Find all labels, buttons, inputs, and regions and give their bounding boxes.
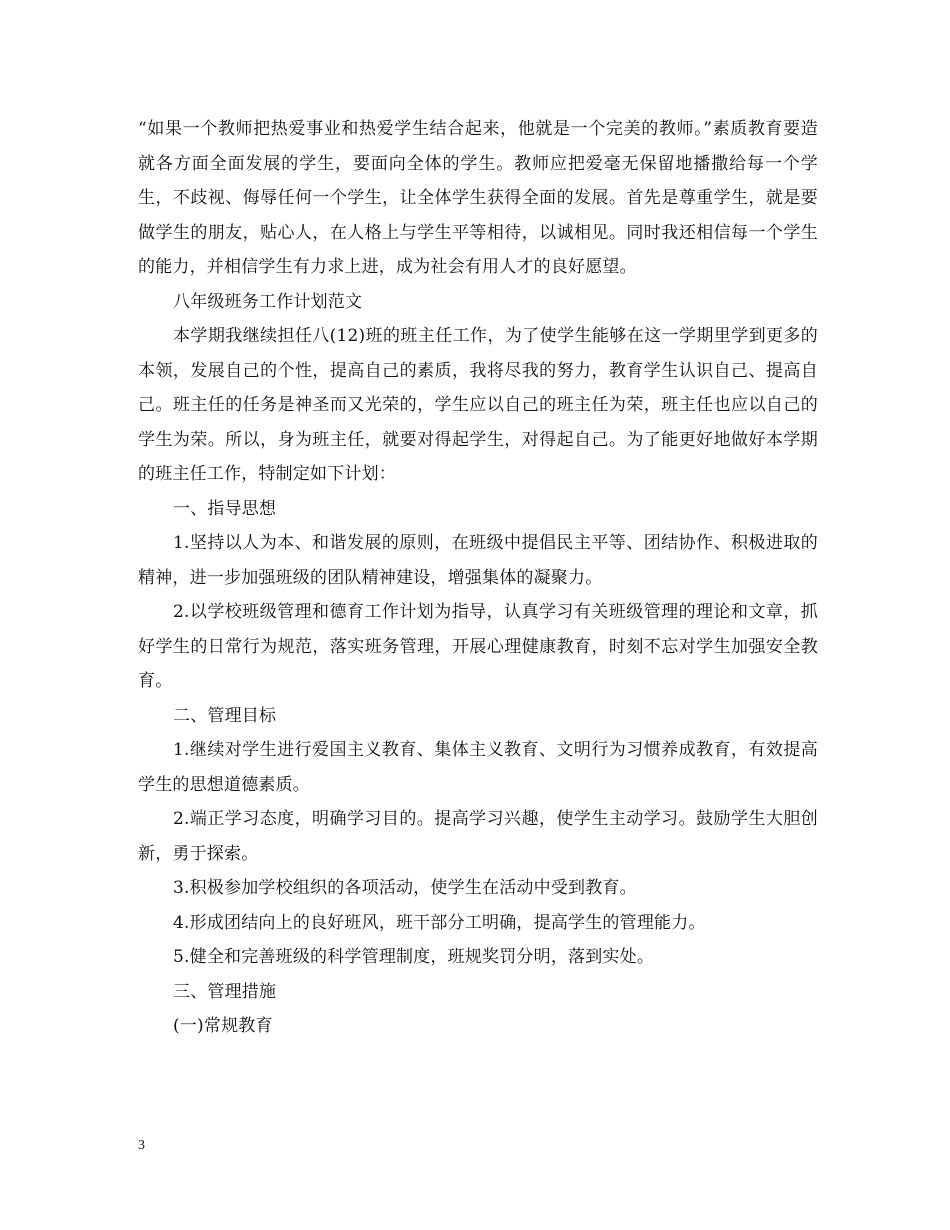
paragraph-goal-4: 4.形成团结向上的良好班风，班干部分工明确，提高学生的管理能力。 [173, 912, 706, 933]
heading-routine-education: (一)常规教育 [173, 1016, 273, 1036]
paragraph-goal-2: 2.端正学习态度，明确学习目的。提高学习兴趣，使学生主动学习。鼓励学生大胆创新，勇于探索。 [138, 809, 818, 864]
paragraph-goal-3: 3.积极参加学校组织的各项活动，使学生在活动中受到教育。 [173, 878, 637, 898]
section-title-plan: 八年级班务工作计划范文 [173, 291, 363, 312]
paragraph-intro-quote: “如果一个教师把热爱事业和热爱学生结合起来，他就是一个完美的教师。”素质教育要造就各方面全面发展的学生，要面向全体的学生。教师应把爱毫无保留地播撒给每一个学生，不歧视、侮辱任何一个学生，让全体学生获得全面的发展。首先是尊重学生，就是要做学生的朋友，贴心人，在人格上与学生平等相待，以诚相见。同时我还相信每一个学生的能力，并相信学生有力求上进，成为社会有用人才的良好愿望。 [138, 119, 818, 277]
paragraph-ideology-1: 1.坚持以人为本、和谐发展的原则，在班级中提倡民主平等、团结协作、积极进取的精神，进一步加强班级的团队精神建设，增强集体的凝聚力。 [138, 533, 818, 588]
body-text [138, 112, 818, 1044]
paragraph-plan-intro: 本学期我继续担任八(12)班的班主任工作，为了使学生能够在这一学期里学到更多的本领，发展自己的个性，提高自己的素质，我将尽我的努力，教育学生认识自己、提高自己。班主任的任务是神圣而又光荣的，学生应以自己的班主任为荣，班主任也应以自己的学生为荣。所以，身为班主任，就要对得起学生，对得起自己。为了能更好地做好本学期的班主任工作，特制定如下计划： [138, 326, 818, 484]
paragraph-goal-1: 1.继续对学生进行爱国主义教育、集体主义教育、文明行为习惯养成教育，有效提高学生的思想道德素质。 [138, 740, 818, 795]
heading-management-goals: 二、管理目标 [173, 705, 277, 726]
heading-management-measures: 三、管理措施 [173, 981, 277, 1002]
paragraph-goal-5: 5.健全和完善班级的科学管理制度，班规奖罚分明，落到实处。 [173, 947, 655, 967]
paragraph-ideology-2: 2.以学校班级管理和德育工作计划为指导，认真学习有关班级管理的理论和文章，抓好学生的日常行为规范，落实班务管理，开展心理健康教育，时刻不忘对学生加强安全教育。 [138, 602, 818, 691]
page-number: 3 [138, 1138, 145, 1153]
heading-guiding-ideology: 一、指导思想 [173, 498, 277, 519]
